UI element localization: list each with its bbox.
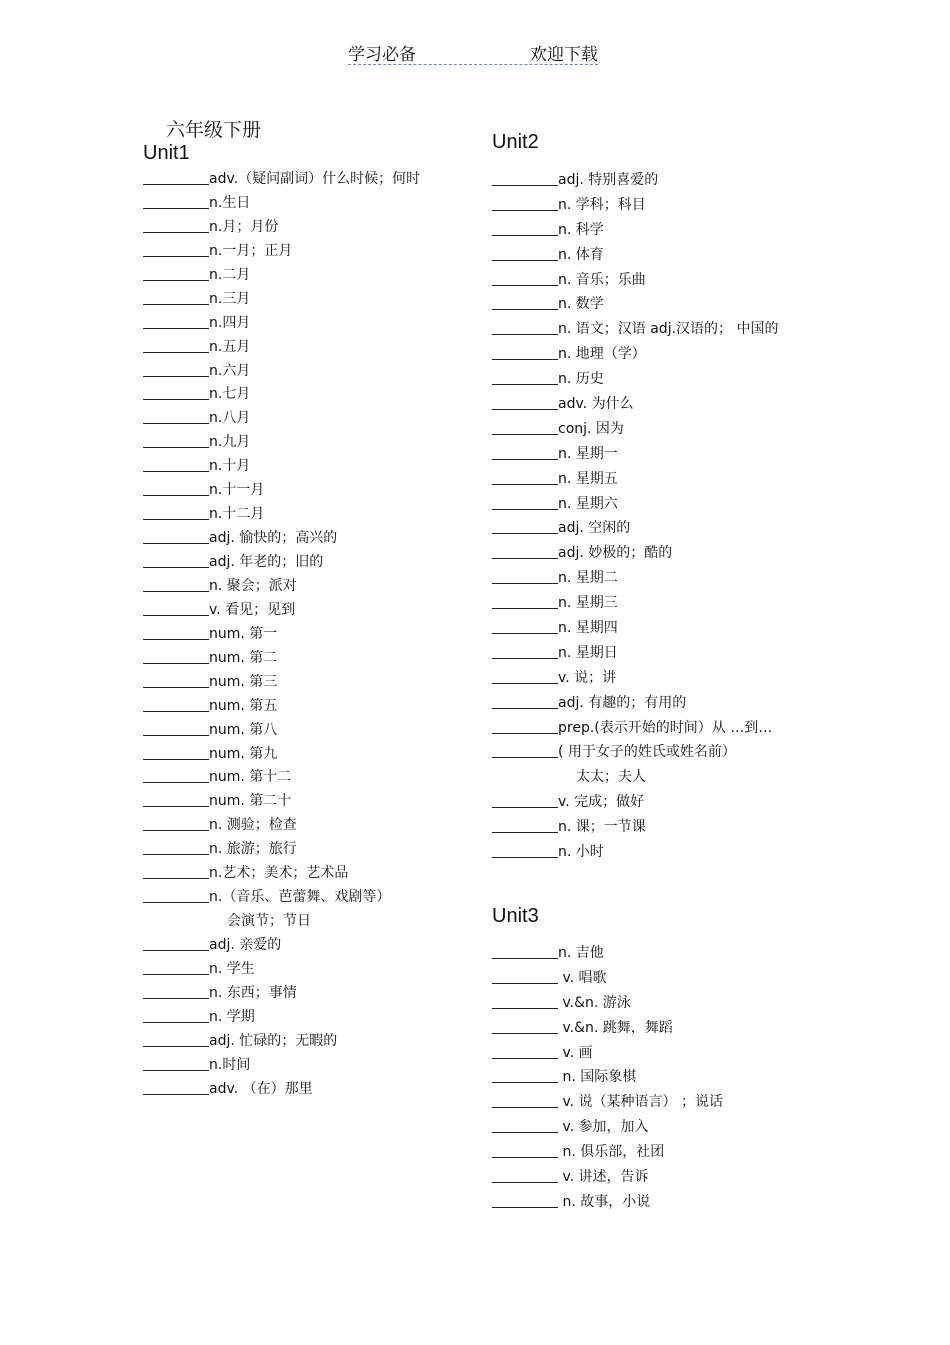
word-row [492, 442, 778, 467]
answer-blank[interactable] [492, 1092, 558, 1108]
answer-blank[interactable] [143, 552, 209, 568]
word-definition: n. 数学 [558, 296, 604, 313]
word-definition: n.三月 [209, 290, 251, 307]
answer-blank[interactable] [143, 528, 209, 544]
word-definition: n.十一月 [209, 482, 265, 499]
word-definition: n. 星期日 [558, 644, 618, 661]
word-definition: adj. 忙碌的；无暇的 [209, 1032, 338, 1049]
answer-blank[interactable] [492, 270, 558, 286]
word-definition: adj. 空闲的 [558, 520, 631, 537]
word-definition: num. 第二十 [209, 793, 292, 810]
word-row [143, 1078, 420, 1102]
word-row [492, 516, 778, 541]
answer-blank[interactable] [143, 887, 209, 903]
word-row [492, 417, 778, 442]
header-left-text: 学习必备 [348, 45, 416, 65]
word-definition: v. 完成；做好 [558, 794, 645, 811]
word-definition: n. 旅游；旅行 [209, 841, 297, 858]
word-definition: adv. 为什么 [558, 396, 634, 413]
word-row [492, 342, 778, 367]
answer-blank[interactable] [492, 245, 558, 261]
word-definition: n. 学生 [209, 960, 255, 977]
word-row [143, 1054, 420, 1078]
word-definition: v. 说（某种语言） ；说话 [558, 1094, 723, 1111]
word-row [143, 360, 420, 384]
answer-blank[interactable] [492, 718, 558, 734]
word-definition: n.艺术；美术；艺术品 [209, 865, 349, 882]
answer-blank[interactable] [143, 289, 209, 305]
word-row [492, 243, 778, 268]
word-row [492, 218, 778, 243]
word-row [143, 288, 420, 312]
answer-blank[interactable] [492, 518, 558, 534]
word-definition: n. 俱乐部，社团 [558, 1144, 665, 1161]
answer-blank[interactable] [143, 600, 209, 616]
unit2-title: Unit2 [492, 131, 539, 153]
word-definition: adj. 有趣的；有用的 [558, 694, 687, 711]
word-definition: n.七月 [209, 386, 251, 403]
answer-blank[interactable] [143, 169, 209, 185]
word-row [143, 838, 420, 862]
word-definition: n.六月 [209, 362, 251, 379]
answer-blank[interactable] [143, 504, 209, 520]
word-definition: n.月；月份 [209, 218, 279, 235]
word-row [143, 336, 420, 360]
answer-blank[interactable] [143, 624, 209, 640]
answer-blank[interactable] [492, 643, 558, 659]
unit1-word-list [143, 168, 420, 1102]
answer-blank[interactable] [143, 863, 209, 879]
answer-blank[interactable] [492, 693, 558, 709]
answer-blank[interactable] [492, 1018, 558, 1034]
answer-blank[interactable] [492, 444, 558, 460]
answer-blank[interactable] [143, 432, 209, 448]
answer-blank[interactable] [143, 959, 209, 975]
word-row [143, 743, 420, 767]
word-definition: adj. 年老的；旧的 [209, 554, 324, 570]
word-row [492, 168, 778, 193]
word-row [143, 575, 420, 599]
word-row [143, 982, 420, 1006]
word-row [143, 455, 420, 479]
answer-blank[interactable] [492, 668, 558, 684]
word-definition: n. 体育 [558, 246, 604, 263]
word-definition: n. 地理（学） [558, 346, 646, 363]
answer-blank[interactable] [492, 993, 558, 1009]
answer-blank[interactable] [492, 943, 558, 959]
word-definition: 会演节；节日 [227, 913, 311, 930]
answer-blank[interactable] [143, 767, 209, 783]
grade-title: 六年级下册 [166, 119, 262, 141]
word-definition: n.生日 [209, 194, 251, 211]
word-definition: n.一月；正月 [209, 242, 293, 259]
answer-blank[interactable] [492, 543, 558, 559]
word-row [492, 641, 778, 666]
word-definition: num. 第九 [209, 745, 278, 762]
answer-blank[interactable] [492, 593, 558, 609]
word-definition: n. 科学 [558, 221, 604, 238]
word-definition: n. 学科；科目 [558, 196, 646, 213]
word-definition: n. 星期三 [558, 595, 618, 612]
word-row [143, 766, 420, 790]
word-row [143, 719, 420, 743]
answer-blank[interactable] [143, 241, 209, 257]
word-row [492, 317, 778, 342]
word-row [143, 527, 420, 551]
answer-blank[interactable] [492, 419, 558, 435]
word-row [492, 790, 778, 815]
word-row [492, 193, 778, 218]
word-row [492, 1140, 723, 1165]
word-definition: n.四月 [209, 314, 251, 331]
unit3-word-list [492, 941, 723, 1215]
answer-blank[interactable] [143, 983, 209, 999]
word-row [492, 941, 723, 966]
word-row [492, 1065, 723, 1090]
answer-blank[interactable] [492, 294, 558, 310]
page-header [348, 40, 598, 65]
answer-blank[interactable] [143, 480, 209, 496]
answer-blank[interactable] [492, 817, 558, 833]
word-definition: num. 第一 [209, 625, 278, 642]
word-definition: n.时间 [209, 1056, 251, 1073]
word-row [143, 599, 420, 623]
word-definition: n.二月 [209, 266, 251, 283]
answer-blank[interactable] [492, 494, 558, 510]
answer-blank[interactable] [143, 313, 209, 329]
word-definition: v. 参加，加入 [558, 1119, 649, 1136]
word-definition: adv. （在）那里 [209, 1080, 313, 1097]
word-definition: n.十月 [209, 458, 251, 475]
answer-blank[interactable] [492, 195, 558, 211]
answer-blank[interactable] [492, 1167, 558, 1183]
word-row [143, 862, 420, 886]
word-row [492, 566, 778, 591]
word-definition: num. 第十二 [209, 769, 292, 786]
answer-blank[interactable] [143, 1055, 209, 1071]
word-row [143, 934, 420, 958]
word-row-continuation [143, 910, 420, 934]
word-definition: n. 小时 [558, 844, 604, 861]
word-row [143, 312, 420, 336]
answer-blank[interactable] [143, 744, 209, 760]
word-row [492, 1115, 723, 1140]
word-row [143, 216, 420, 240]
word-row [492, 1165, 723, 1190]
word-row [143, 407, 420, 431]
word-definition: n.五月 [209, 338, 251, 355]
answer-blank[interactable] [143, 576, 209, 592]
word-row [143, 958, 420, 982]
word-definition: adj. 妙极的；酷的 [558, 545, 673, 562]
word-row [492, 591, 778, 616]
word-definition: n. 星期一 [558, 445, 618, 462]
word-row [492, 1016, 723, 1041]
answer-blank[interactable] [492, 618, 558, 634]
word-row [492, 367, 778, 392]
word-definition: prep.(表示开始的时间）从 …到… [558, 719, 773, 736]
word-definition: num. 第二 [209, 649, 278, 666]
word-row [143, 192, 420, 216]
answer-blank[interactable] [492, 742, 558, 758]
word-row [143, 790, 420, 814]
answer-blank[interactable] [492, 394, 558, 410]
word-definition: ( 用于女子的姓氏或姓名前） [558, 744, 736, 761]
word-definition: n.九月 [209, 434, 251, 451]
word-definition: n. 历史 [558, 371, 604, 388]
word-row [143, 264, 420, 288]
answer-blank[interactable] [143, 265, 209, 281]
word-definition: conj. 因为 [558, 420, 624, 437]
word-definition: n. 吉他 [558, 945, 604, 961]
word-definition: v.&n. 跳舞，舞蹈 [558, 1019, 673, 1036]
answer-blank[interactable] [492, 968, 558, 984]
word-definition: v.&n. 游泳 [558, 994, 631, 1011]
answer-blank[interactable] [143, 815, 209, 831]
word-definition: n.（音乐、芭蕾舞、戏剧等） [209, 889, 391, 906]
answer-blank[interactable] [143, 337, 209, 353]
answer-blank[interactable] [143, 672, 209, 688]
word-row [492, 467, 778, 492]
word-definition: n. 国际象棋 [558, 1069, 637, 1086]
word-definition: num. 第三 [209, 673, 278, 690]
word-row [143, 551, 420, 575]
word-row [143, 886, 420, 910]
word-definition: v. 说；讲 [558, 669, 617, 686]
word-row [143, 240, 420, 264]
answer-blank[interactable] [492, 469, 558, 485]
answer-blank[interactable] [492, 170, 558, 186]
answer-blank[interactable] [492, 1067, 558, 1083]
word-row [492, 541, 778, 566]
header-right-text: 欢迎下载 [530, 45, 598, 65]
unit2-word-list [492, 168, 778, 865]
word-row [492, 292, 778, 317]
word-definition: n. 故事，小说 [558, 1193, 651, 1210]
word-definition: n. 课；一节课 [558, 819, 646, 836]
unit1-title: Unit1 [143, 142, 190, 164]
answer-blank[interactable] [492, 792, 558, 808]
word-definition: n. 音乐；乐曲 [558, 271, 646, 288]
word-definition: v. 画 [558, 1044, 593, 1061]
answer-blank[interactable] [143, 1007, 209, 1023]
answer-blank[interactable] [492, 842, 558, 858]
word-definition: n. 聚会；派对 [209, 577, 297, 594]
answer-blank[interactable] [492, 1142, 558, 1158]
word-definition: n.十二月 [209, 506, 265, 523]
answer-blank[interactable] [143, 1079, 209, 1095]
word-row [492, 392, 778, 417]
answer-blank[interactable] [143, 217, 209, 233]
word-definition: n. 测验；检查 [209, 817, 297, 834]
word-row-continuation [492, 765, 778, 790]
answer-blank[interactable] [492, 1043, 558, 1059]
word-definition: num. 第八 [209, 721, 278, 738]
word-row [143, 503, 420, 527]
word-row [143, 695, 420, 719]
word-definition: n. 语文；汉语 adj.汉语的； 中国的 [558, 321, 779, 338]
word-definition: n. 星期四 [558, 620, 618, 637]
word-definition: n. 学期 [209, 1008, 255, 1025]
word-row [143, 1006, 420, 1030]
word-definition: adj. 特别喜爱的 [558, 172, 659, 188]
word-definition: 太太；夫人 [576, 769, 646, 786]
word-row [492, 691, 778, 716]
word-definition: adj. 亲爱的 [209, 937, 282, 953]
word-definition: adj. 愉快的；高兴的 [209, 530, 338, 547]
word-row [143, 479, 420, 503]
answer-blank[interactable] [492, 1117, 558, 1133]
answer-blank[interactable] [492, 1192, 558, 1208]
word-row [143, 623, 420, 647]
answer-blank[interactable] [143, 839, 209, 855]
word-row [492, 492, 778, 517]
word-row [143, 647, 420, 671]
word-row [492, 991, 723, 1016]
answer-blank[interactable] [492, 369, 558, 385]
word-definition: v. 看见；见到 [209, 601, 296, 618]
word-row [492, 716, 778, 741]
word-row [492, 1090, 723, 1115]
word-definition: adv.（疑问副词）什么时候；何时 [209, 171, 421, 187]
word-row [492, 666, 778, 691]
word-row [492, 966, 723, 991]
answer-blank[interactable] [492, 568, 558, 584]
word-definition: n. 星期二 [558, 570, 618, 587]
word-row [143, 671, 420, 695]
word-row [492, 740, 778, 765]
word-definition: n.八月 [209, 410, 251, 427]
word-definition: n. 东西；事情 [209, 984, 297, 1001]
answer-blank[interactable] [143, 791, 209, 807]
word-definition: n. 星期六 [558, 495, 618, 512]
answer-blank[interactable] [143, 361, 209, 377]
word-row [143, 431, 420, 455]
word-row [492, 616, 778, 641]
answer-blank[interactable] [143, 720, 209, 736]
answer-blank[interactable] [492, 344, 558, 360]
word-definition: num. 第五 [209, 697, 278, 714]
word-definition: v. 唱歌 [558, 969, 607, 986]
answer-blank[interactable] [492, 220, 558, 236]
answer-blank[interactable] [143, 408, 209, 424]
word-row [492, 815, 778, 840]
answer-blank[interactable] [143, 456, 209, 472]
answer-blank[interactable] [143, 696, 209, 712]
word-row [492, 840, 778, 865]
word-row [492, 1190, 723, 1215]
word-row [143, 1030, 420, 1054]
answer-blank[interactable] [143, 193, 209, 209]
word-definition: v. 讲述，告诉 [558, 1169, 649, 1186]
word-row [143, 168, 420, 192]
word-row [492, 1041, 723, 1066]
answer-blank[interactable] [143, 1031, 209, 1047]
word-definition: n. 星期五 [558, 470, 618, 487]
answer-blank[interactable] [143, 384, 209, 400]
word-row [492, 268, 778, 293]
word-row [143, 383, 420, 407]
answer-blank[interactable] [143, 648, 209, 664]
answer-blank[interactable] [492, 319, 558, 335]
answer-blank[interactable] [143, 935, 209, 951]
unit3-title: Unit3 [492, 905, 539, 927]
word-row [143, 814, 420, 838]
